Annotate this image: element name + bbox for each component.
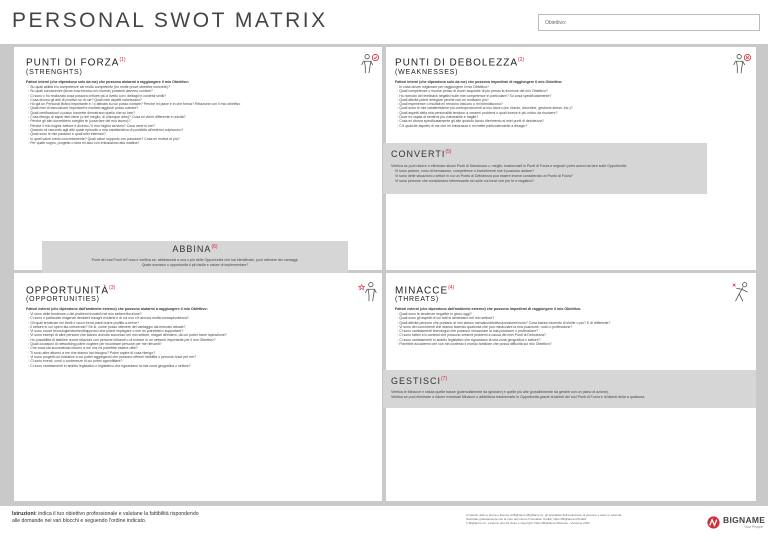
convert-line-4: Vi sono persone che considerano interessante ciò sulle cui forse che per te è negativo? [395, 179, 534, 183]
threats-item: ◦ Ci sono cambiamenti tecnologici che possono minacciare la mia posizione o professione? [397, 329, 737, 333]
opportunities-item: ◦ Vi sono delle tendenze o dei problemi trovabili nel mio settore/funzione? [28, 312, 368, 316]
threats-list [397, 312, 737, 346]
credits [466, 513, 706, 526]
strengths-title: PUNTI DI FORZA$^{(1)}$ [26, 57, 126, 69]
person-cross-icon [730, 53, 752, 75]
strengths-item: ◦ Quali miei di esecuzione importanti e risultati raggiunti posso narrare? [28, 106, 368, 110]
strengths-item: ◦ In quali valori credo concretamente? Quali valori supporto con passione? Cosa mi motiva di più? [28, 137, 368, 141]
weaknesses-intro: Fattori interni (che dipendono solo da me) che possono impedirmi di raggiungere il mio Obiettivo: [395, 80, 563, 84]
opportunities-quadrant [14, 273, 382, 501]
convert-line-1: Verifica se puoi ridurre o eliminare alcuni Punti di Debolezza o, meglio, trasformarli in Punti di Forza e segnali i primi azioni da fare sulle Opportunità: [391, 164, 627, 168]
weaknesses-subtitle: (WEAKNESSES) [395, 69, 459, 76]
threats-subtitle: (THREATS) [395, 296, 440, 303]
person-stars-icon [358, 281, 380, 303]
threats-item: ◦ Ci sono fattori e/o contesti che possono crearmi problemi a causa dei miei Punti di Debolezza? [397, 333, 737, 337]
threats-item: ◦ Quali attività persone che puntano al mio stesso mercato/obiettivo/posizione/ruolo? Cosa stanno facendo di simile o più? E di differente? [397, 321, 737, 325]
strengths-item: ◦ Quali sono le mie passioni e quali miei interessi? [28, 132, 368, 136]
weaknesses-title: PUNTI DI DEBOLEZZA$^{(2)}$ [395, 57, 525, 69]
match-box [42, 241, 348, 273]
objective-field[interactable]: Obiettivo: [538, 14, 760, 31]
convert-box [383, 143, 707, 194]
threats-item: ◦ Quali sono le tendenze negative in gioco oggi? [397, 312, 737, 316]
bigname-logo[interactable] [706, 513, 764, 533]
instructions-label: Istruzioni: [12, 511, 37, 517]
strengths-item: ◦ Ci sono o ho realizzato cosa possono influire più a livello con i dettagli in contesti simili? [28, 94, 368, 98]
threats-intro: Fattori esterni (che dipendono dall'ambiente esterno) che possono impedirmi di raggiungere il mio Obiettivo: [395, 307, 582, 311]
opportunities-item: ◦ Vi sono nuove tecnologie/strumenti/approcci che potrei impiegare o che mi potrebbero supportare? [28, 329, 368, 333]
weaknesses-item: ◦ Quali attività potrei delegare perché non mi motivano più? [397, 98, 737, 102]
manage-line-2: Verifica se puoi eliminare o ridurre eventuali Minacce o addirittura trasformarle in Opportunità grazie ai talenti dei tuoi Punti di Forza e di talenti della a qualcosa. [391, 395, 646, 399]
match-line-2: Quale scenario o opportunità ti più facile e valore di implementare? [141, 263, 249, 267]
threats-item: ◦ Potrebbe accadermi che con nel contesto il mondo familiare che possa difficoltà sul mio Obiettivo? [397, 342, 737, 346]
threats-item: ◦ Ci sono cambiamenti in ambito legislativo che riguardano la mia zona geografica o settore? [397, 338, 737, 342]
opportunities-item: ◦ Ho possibilità di stabilire nuove relazioni con persone influenti o di entrare in un network importante per il mio Obiettivo? [28, 338, 368, 342]
strengths-intro: Fattori interni (che dipendono solo da me) che possono aiutarmi a raggiungere il mio Obiettivo: [26, 80, 189, 84]
weaknesses-item: ◦ Dove mi capita di sentirmi più vulnerabile e fragile? [397, 115, 737, 119]
manage-box [383, 370, 756, 408]
convert-line-3: Vi sono delle situazioni o settori in cui un Punto di Debolezza può essere invece considerato un Punto di Forza? [395, 174, 573, 178]
credits-line-3[interactable]: © BigName srl - Licenza: termini d'uso e copyright: https://BigName.it/license - Versione 2021 [466, 521, 590, 526]
instructions [12, 511, 202, 525]
weaknesses-item: ◦ Quali competenze o risorse penso di dover acquisire di più presto la funzione del mio Obiettivo? [397, 89, 737, 93]
match-line-1: Punti dei tuoi Punti di Forza e verifica se, abbinandoli a una o più delle Opportunità che hai identificato, puoi ottenere dei vantaggi. [91, 258, 299, 262]
strengths-item: ◦ Per quale sogno, progetto o idea mi alzo con entusiasmo alla mattina? [28, 141, 368, 145]
weaknesses-item: ◦ C'è qualche aspetto di me che mi imbarazza e mi mette particolarmente a disagio? [397, 124, 737, 128]
weaknesses-list [397, 85, 737, 128]
logo-mark-icon [706, 515, 721, 530]
person-check-icon [358, 53, 380, 75]
falling-person-icon [730, 281, 752, 303]
strengths-item: ◦ Perché il mio miglior settore è diverso / il mio miglior servizio? Cosa vede in me? [28, 124, 368, 128]
weaknesses-item: ◦ Ho ricevuto dei feedback negativi sulle mie competenze in particolare? Su cosa specificatamente? [397, 94, 737, 98]
match-title: ABBINA$^{(6)}$ [172, 244, 218, 254]
opportunities-item: ◦ Ci sono o particolari esigenze desiderii bisogni evidenti e di cui non c'è ancora molta consapevolezza? [28, 316, 368, 320]
strengths-item: ◦ Cosa ritengo di saper fare bene (o dei meglio, di chiunque altro)? Cosa mi viene differente e unicità? [28, 115, 368, 119]
strengths-item: ◦ Su quali abilità e/o competenze sei molto competente (ho molte prove obiettive concrete)? [28, 85, 368, 89]
credits-line-1: Il metodo Jobs è forma e licenza di BigName (BigName.it), gli specialisti dell'evoluzione di persone e team in azienda. [466, 513, 623, 517]
opportunities-item: ◦ Ci sono eventi, corsi o conferenze di cui potrei approfittare? [28, 359, 368, 363]
manage-line-1: Verifica le Minacce e valuta quelle basse (potenzialmente da ignorare) e quelle più alte (possibilmente da gestire con un piano di azione). [391, 390, 609, 394]
strengths-item: ◦ Su quali conoscenze (know-how tecnico e/o risorse) possiedi davvero contare? [28, 89, 368, 93]
opportunities-item: ◦ Ti sono altre attorno a me che stanno hai bisogno? Potrei capire di cosa ritengo? [28, 351, 368, 355]
page-title: PERSONAL SWOT MATRIX [12, 9, 328, 32]
strengths-item: ◦ Perché gli altri dovrebbero sceglier te (cosa fare del mio lavoro)? [28, 119, 368, 123]
threats-item: ◦ Quali sono gli aspetti di cui tutti si lamentano nel mio settore? [397, 316, 737, 320]
manage-title: GESTISCI$^{(7)}$ [391, 376, 448, 386]
opportunities-item: ◦ Che cosa sta succedendo intorno a me che mi potrebbe essere utile? [28, 346, 368, 350]
strengths-quadrant [14, 47, 382, 270]
opportunities-item: ◦ Quali occasioni di networking potrei cogliere per incontrare persone per me rilevanti? [28, 342, 368, 346]
credits-line-2[interactable]: Scaricalo gratuitamente con la voto del Centro Innovation Toolkit: https://BigName.it/Toolkit [466, 517, 587, 522]
strengths-item: ◦ Quando mi racconto agli altri quale episodio o mia caratteristica di positività all'esterno colpiscono? [28, 128, 368, 132]
weaknesses-item: ◦ Quali esperienze o risultati mi rendono insicuro o mi intimidiscono? [397, 102, 737, 106]
threats-title: MINACCE$^{(4)}$ [395, 285, 455, 297]
strengths-item: ◦ Ho già un Personal Brand importante e / o attivato su cui posso contare? Perché mi piace e in che forma? Relazione con il mio obiettivo [28, 102, 368, 106]
strengths-subtitle: (STRENGHTS) [26, 69, 83, 76]
opportunities-list [28, 312, 368, 368]
strengths-item: ◦ Cosa dicono gli altri di positivo su di me? Quali miei aspetti valorizzano? [28, 98, 368, 102]
opportunities-intro: Fattori esterni (che dipendono dall'ambiente esterno) che possono aiutarmi a raggiungere il mio Obiettivo: [26, 307, 208, 311]
opportunities-title: OPPORTUNITÀ$^{(3)}$ [26, 285, 116, 297]
opportunities-item: ◦ Gli quali tendenze nei livelli o nuovi trend potrei trarre profitto a breve? [28, 321, 368, 325]
weaknesses-item: ◦ Quali sono le mie caratteristiche più controproducenti al mio lavoro (es: ritardo, disordine, gestione stress, etc.)? [397, 106, 737, 110]
opportunities-item: ◦ Ci sono cambiamenti in ambito legislativo o legislativo che riguardano la mia zona geografica o settore? [28, 364, 368, 368]
opportunities-item: ◦ Il settore in cui opero sta crescendo? Se sì, come posso ottenere del vantaggio dal mercato attuale? [28, 325, 368, 329]
opportunities-item: ◦ Vi sono progetti o/o iniziative a cui potrei aggregarmi che possono offrirmi visibilità o persone bravi per me? [28, 355, 368, 359]
logo-text: BIGNAME [723, 515, 766, 525]
logo-tagline: Your People [744, 525, 763, 529]
convert-line-2: Vi sono partner, corsi di formazione, competenze o investimenti che ti possono aiutare? [395, 169, 534, 173]
opportunities-subtitle: (OPPORTUNITIES) [26, 296, 100, 303]
threats-item: ◦ Vi sono dei concorrenti che stanno facendo qualcosa che può minacciare la mia posizione, ruolo o professione? [397, 325, 737, 329]
opportunities-item: ◦ Vi sono esempi di altre persone che stanno avendo successo nel mio settore, magari all'estero, da cui potrei trarre ispirazione? [28, 333, 368, 337]
weaknesses-item: ◦ In cosa dovrei migliorare per raggiungere il mio Obiettivo? [397, 85, 737, 89]
strengths-list [28, 85, 368, 145]
weaknesses-item: ◦ Quali aspetti della mia personalità tendono a crearmi problemi o quali invece è più critico da risolvere? [397, 111, 737, 115]
strengths-item: ◦ Quali certificazioni o posso concrete dimostrano quello che so fare? [28, 111, 368, 115]
instructions-text: indica il tuo obiettivo professionale e valutane la fattibilità rispondendo alle domande nei vari blocchi e seguendo l'ordine indicato. [12, 511, 199, 524]
header [0, 0, 768, 44]
weaknesses-item: ◦ Cosa mi ritorna specificatamente gli altri quando faccio riferimento ai miei punti di debolezza? [397, 119, 737, 123]
convert-title: CONVERTI$^{(5)}$ [391, 149, 452, 159]
